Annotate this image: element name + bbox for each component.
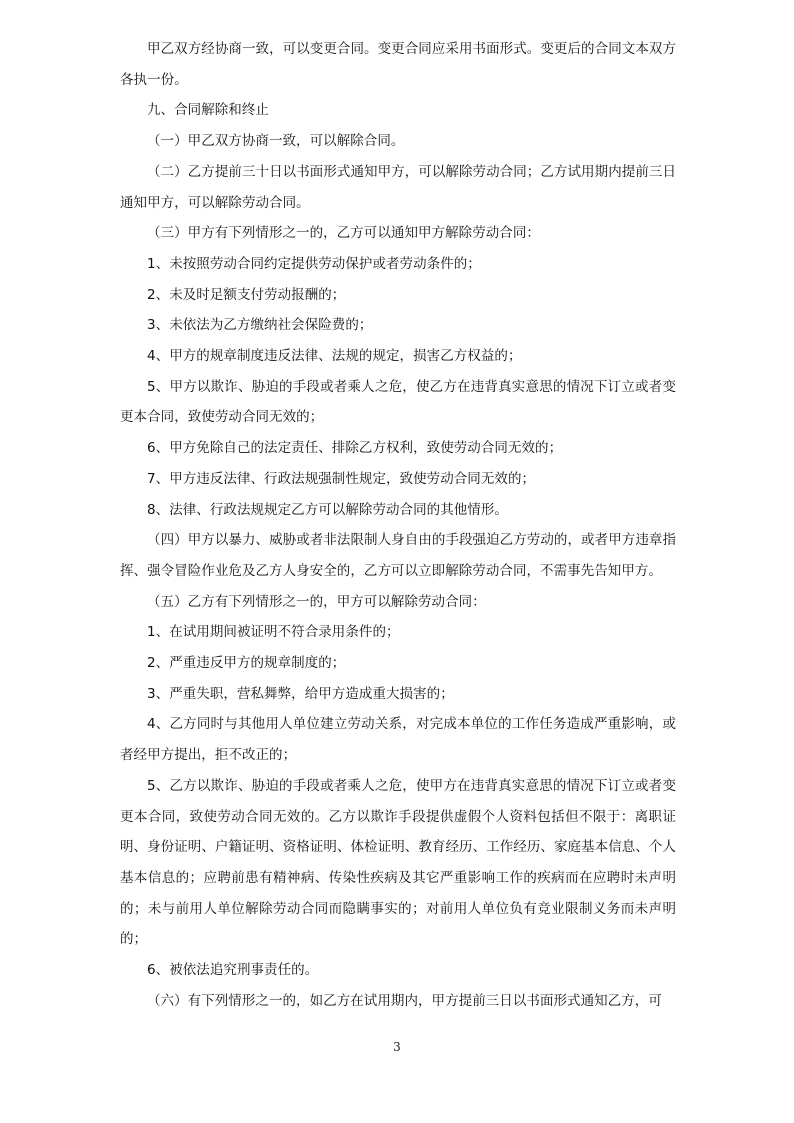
list-item: 5、乙方以欺诈、胁迫的手段或者乘人之危，使甲方在违背真实意思的情况下订立或者变更本合同，致使劳动合同无效的。乙方以欺诈手段提供虚假个人资料包括但不限于：离职证明、身份证明、户籍证明、资格证明、体检证明、教育经历、工作经历、家庭基本信息、个人基本信息的；应聘前患有精神病、传染性疾病及其它严重影响工作的疾病而在应聘时未声明的；未与前用人单位解除劳动合同而隐瞒事实的；对前用人单位负有竞业限制义务而未声明的； <box>120 777 676 948</box>
list-item: 3、严重失职，营私舞弊，给甲方造成重大损害的； <box>147 685 454 702</box>
list-item: 2、严重违反甲方的规章制度的； <box>147 655 346 672</box>
list-item: 4、乙方同时与其他用人单位建立劳动关系，对完成本单位的工作任务造成严重影响，或者经甲方提出，拒不改正的； <box>120 716 676 764</box>
list-item: 8、法律、行政法规规定乙方可以解除劳动合同的其他情形。 <box>147 501 508 518</box>
list-item: 6、被依法追究刑事责任的。 <box>147 962 319 979</box>
paragraph: （五）乙方有下列情形之一的，甲方可以解除劳动合同： <box>147 593 486 610</box>
list-item: 6、甲方免除自己的法定责任、排除乙方权利，致使劳动合同无效的； <box>147 440 563 457</box>
document-body <box>120 34 676 1017</box>
paragraph: （一）甲乙双方协商一致，可以解除合同。 <box>147 133 405 150</box>
list-item: 1、在试用期间被证明不符合录用条件的； <box>147 624 400 641</box>
list-item: 1、未按照劳动合同约定提供劳动保护或者劳动条件的； <box>147 255 481 272</box>
paragraph: （三）甲方有下列情形之一的，乙方可以通知甲方解除劳动合同： <box>147 225 540 242</box>
paragraph: 甲乙双方经协商一致，可以变更合同。变更合同应采用书面形式。变更后的合同文本双方各执一份。 <box>120 41 676 88</box>
list-item: 4、甲方的规章制度违反法律、法规的规定，损害乙方权益的； <box>147 348 522 365</box>
list-item: 7、甲方违反法律、行政法规强制性规定，致使劳动合同无效的； <box>147 470 536 487</box>
paragraph: （二）乙方提前三十日以书面形式通知甲方，可以解除劳动合同；乙方试用期内提前三日通知甲方，可以解除劳动合同。 <box>120 163 676 211</box>
section-heading: 九、合同解除和终止 <box>147 102 269 119</box>
list-item: 2、未及时足额支付劳动报酬的； <box>147 286 346 303</box>
paragraph: （六）有下列情形之一的，如乙方在试用期内，甲方提前三日以书面形式通知乙方，可 <box>147 992 662 1009</box>
list-item: 3、未依法为乙方缴纳社会保险费的； <box>147 317 373 334</box>
page-number: 3 <box>393 1040 401 1054</box>
paragraph: （四）甲方以暴力、威胁或者非法限制人身自由的手段强迫乙方劳动的，或者甲方违章指挥、强令冒险作业危及乙方人身安全的，乙方可以立即解除劳动合同，不需事先告知甲方。 <box>120 532 676 579</box>
list-item: 5、甲方以欺诈、胁迫的手段或者乘人之危，使乙方在违背真实意思的情况下订立或者变更本合同，致使劳动合同无效的； <box>120 378 676 426</box>
